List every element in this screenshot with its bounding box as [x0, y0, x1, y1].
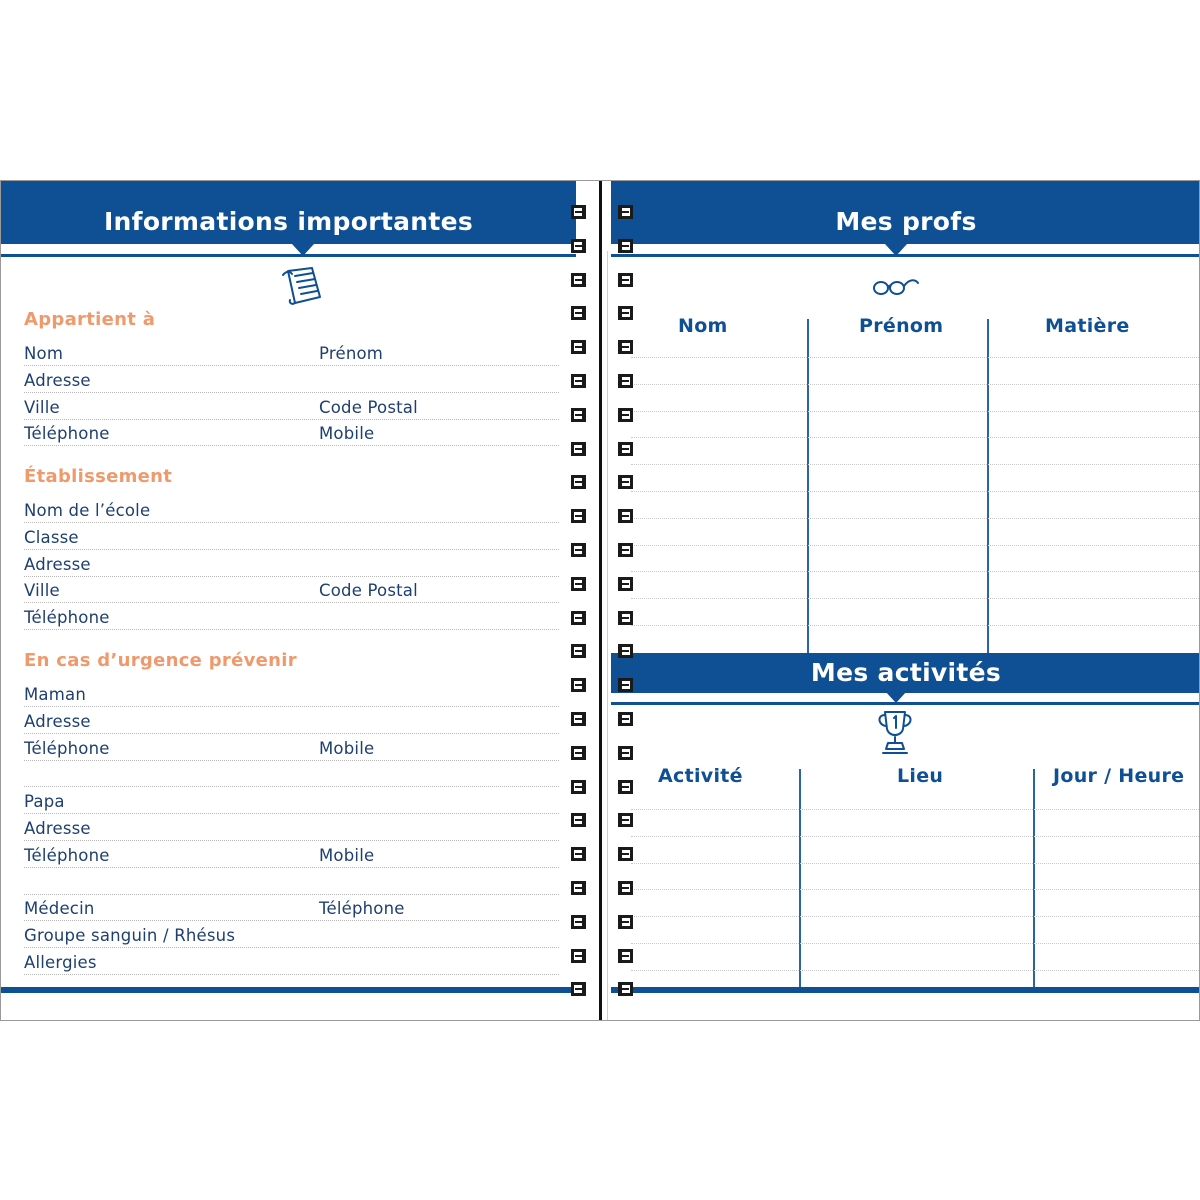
- field-row: [24, 712, 559, 734]
- spiral-ring: [571, 881, 633, 895]
- left-header-notch: [292, 244, 314, 256]
- field-label: Classe: [24, 528, 83, 547]
- activites-col-activite: Activité: [658, 765, 743, 787]
- write-line[interactable]: [24, 419, 559, 420]
- write-line[interactable]: [24, 445, 559, 446]
- field-row: [24, 371, 559, 393]
- ring-right-half: [618, 915, 633, 929]
- ring-left-half: [571, 847, 586, 861]
- activites-col-jour-heure: Jour / Heure: [1053, 765, 1185, 787]
- field-label: Ville: [24, 581, 64, 600]
- ring-right-half: [618, 577, 633, 591]
- field-row: [24, 685, 559, 707]
- profs-divider-1: [807, 319, 809, 653]
- field-row: [24, 555, 559, 577]
- spiral-ring: [571, 780, 633, 794]
- field-row: [24, 424, 559, 446]
- spiral-ring: [571, 813, 633, 827]
- ring-left-half: [571, 306, 586, 320]
- profs-title: Mes profs: [835, 207, 977, 236]
- field-label: Code Postal: [319, 581, 422, 600]
- left-header-band: [1, 181, 576, 244]
- profs-col-nom: Nom: [678, 315, 728, 337]
- activites-row-line[interactable]: [631, 863, 1200, 864]
- ring-right-half: [618, 273, 633, 287]
- right-page: [601, 181, 1200, 1020]
- activites-row-line[interactable]: [631, 943, 1200, 944]
- spiral-ring: [571, 577, 633, 591]
- notes-icon: [280, 265, 326, 307]
- activites-row-line[interactable]: [631, 889, 1200, 890]
- glasses-icon: [871, 275, 921, 299]
- profs-col-matiere: Matière: [1045, 315, 1130, 337]
- profs-header-band: [611, 181, 1200, 244]
- field-label: Adresse: [24, 555, 95, 574]
- write-line[interactable]: [24, 920, 559, 921]
- profs-row-line[interactable]: [631, 464, 1200, 465]
- blank-line: [24, 786, 559, 787]
- spiral-ring: [571, 982, 633, 996]
- profs-header-notch: [885, 244, 907, 256]
- ring-left-half: [571, 273, 586, 287]
- write-line[interactable]: [24, 974, 559, 975]
- write-line[interactable]: [24, 629, 559, 630]
- field-row: [24, 501, 559, 523]
- ring-left-half: [571, 611, 586, 625]
- spiral-ring: [571, 340, 633, 354]
- field-label: Groupe sanguin / Rhésus: [24, 926, 239, 945]
- write-line[interactable]: [24, 602, 559, 603]
- profs-col-prenom: Prénom: [859, 315, 944, 337]
- ring-right-half: [618, 239, 633, 253]
- field-label: Téléphone: [24, 846, 114, 865]
- profs-row-line[interactable]: [631, 598, 1200, 599]
- field-row: [24, 344, 559, 366]
- profs-row-line[interactable]: [631, 491, 1200, 492]
- trophy-icon: [875, 707, 915, 757]
- field-row: [24, 953, 559, 975]
- field-label: Allergies: [24, 953, 101, 972]
- ring-left-half: [571, 577, 586, 591]
- ring-left-half: [571, 442, 586, 456]
- activites-divider-2: [1033, 769, 1035, 991]
- ring-right-half: [618, 982, 633, 996]
- field-row: [24, 899, 559, 921]
- ring-right-half: [618, 340, 633, 354]
- left-header-rule: [1, 254, 576, 257]
- profs-row-line[interactable]: [631, 545, 1200, 546]
- spiral-ring: [571, 949, 633, 963]
- profs-row-line[interactable]: [631, 518, 1200, 519]
- profs-row-line[interactable]: [631, 625, 1200, 626]
- field-label: Maman: [24, 685, 90, 704]
- ring-right-half: [618, 475, 633, 489]
- spiral-ring: [571, 543, 633, 557]
- ring-right-half: [618, 949, 633, 963]
- write-line[interactable]: [24, 365, 559, 366]
- spiral-ring: [571, 678, 633, 692]
- spiral-ring: [571, 915, 633, 929]
- field-label: Mobile: [319, 424, 378, 443]
- write-line[interactable]: [24, 549, 559, 550]
- activites-row-line[interactable]: [631, 970, 1200, 971]
- field-label: Papa: [24, 792, 69, 811]
- ring-right-half: [618, 543, 633, 557]
- ring-left-half: [571, 239, 586, 253]
- spiral-ring: [571, 239, 633, 253]
- activites-divider-1: [799, 769, 801, 991]
- spiral-ring: [571, 205, 633, 219]
- field-label: Adresse: [24, 819, 95, 838]
- spiral-ring: [571, 712, 633, 726]
- field-row: [24, 581, 559, 603]
- ring-right-half: [618, 408, 633, 422]
- field-label: Téléphone: [319, 899, 409, 918]
- blank-row: [24, 765, 559, 787]
- field-row: [24, 398, 559, 420]
- activites-row-line[interactable]: [631, 916, 1200, 917]
- field-label: Adresse: [24, 371, 95, 390]
- section-title: Établissement: [24, 466, 173, 487]
- ring-right-half: [618, 712, 633, 726]
- ring-right-half: [618, 611, 633, 625]
- ring-left-half: [571, 340, 586, 354]
- field-label: Nom de l’école: [24, 501, 154, 520]
- ring-left-half: [571, 915, 586, 929]
- spiral-ring: [571, 509, 633, 523]
- spiral-ring: [571, 847, 633, 861]
- ring-right-half: [618, 813, 633, 827]
- activites-row-line[interactable]: [631, 836, 1200, 837]
- field-label: Prénom: [319, 344, 387, 363]
- field-label: Téléphone: [24, 608, 114, 627]
- field-label: Téléphone: [24, 424, 114, 443]
- ring-left-half: [571, 475, 586, 489]
- blank-line: [24, 894, 559, 895]
- spiral-ring: [571, 408, 633, 422]
- ring-right-half: [618, 306, 633, 320]
- ring-right-half: [618, 847, 633, 861]
- blank-row: [24, 873, 559, 895]
- ring-right-half: [618, 678, 633, 692]
- write-line[interactable]: [24, 733, 559, 734]
- activites-col-lieu: Lieu: [897, 765, 944, 787]
- activites-header-band: [611, 653, 1200, 693]
- profs-divider-2: [987, 319, 989, 653]
- profs-row-line[interactable]: [631, 411, 1200, 412]
- write-line[interactable]: [24, 760, 559, 761]
- field-label: Adresse: [24, 712, 95, 731]
- ring-left-half: [571, 644, 586, 658]
- ring-right-half: [618, 644, 633, 658]
- spiral-ring: [571, 306, 633, 320]
- spiral-ring: [571, 442, 633, 456]
- field-row: [24, 792, 559, 814]
- left-page: [1, 181, 601, 1020]
- field-label: Médecin: [24, 899, 99, 918]
- write-line[interactable]: [24, 522, 559, 523]
- ring-left-half: [571, 780, 586, 794]
- ring-right-half: [618, 881, 633, 895]
- ring-left-half: [571, 712, 586, 726]
- field-label: Code Postal: [319, 398, 422, 417]
- ring-right-half: [618, 509, 633, 523]
- spiral-ring: [571, 374, 633, 388]
- write-line[interactable]: [24, 867, 559, 868]
- field-label: Téléphone: [24, 739, 114, 758]
- ring-left-half: [571, 205, 586, 219]
- activites-title: Mes activités: [810, 658, 1002, 687]
- write-line[interactable]: [24, 706, 559, 707]
- activites-row-line[interactable]: [631, 809, 1200, 810]
- write-line[interactable]: [24, 840, 559, 841]
- ring-right-half: [618, 780, 633, 794]
- activites-header-notch: [885, 691, 907, 703]
- ring-left-half: [571, 949, 586, 963]
- field-row: [24, 846, 559, 868]
- write-line[interactable]: [24, 576, 559, 577]
- spiral-ring: [571, 611, 633, 625]
- write-line[interactable]: [24, 947, 559, 948]
- ring-right-half: [618, 205, 633, 219]
- write-line[interactable]: [24, 392, 559, 393]
- field-row: [24, 739, 559, 761]
- field-row: [24, 819, 559, 841]
- profs-row-line[interactable]: [631, 384, 1200, 385]
- field-row: [24, 528, 559, 550]
- ring-right-half: [618, 746, 633, 760]
- ring-left-half: [571, 374, 586, 388]
- ring-left-half: [571, 678, 586, 692]
- ring-left-half: [571, 813, 586, 827]
- ring-left-half: [571, 509, 586, 523]
- spiral-ring: [571, 273, 633, 287]
- notebook-spread: [0, 180, 1200, 1021]
- ring-left-half: [571, 408, 586, 422]
- spiral-ring: [571, 746, 633, 760]
- spine-gutter-line: [607, 251, 608, 1021]
- profs-row-line[interactable]: [631, 571, 1200, 572]
- field-label: Ville: [24, 398, 64, 417]
- ring-right-half: [618, 374, 633, 388]
- right-bottom-rule: [611, 987, 1200, 993]
- ring-right-half: [618, 442, 633, 456]
- section-title: En cas d’urgence prévenir: [24, 650, 297, 671]
- field-row: [24, 608, 559, 630]
- write-line[interactable]: [24, 813, 559, 814]
- profs-row-line[interactable]: [631, 357, 1200, 358]
- field-label: Mobile: [319, 846, 378, 865]
- field-label: Mobile: [319, 739, 378, 758]
- left-page-title: Informations importantes: [103, 207, 474, 236]
- left-bottom-rule: [1, 987, 576, 993]
- section-title: Appartient à: [24, 309, 156, 330]
- spiral-ring: [571, 644, 633, 658]
- ring-left-half: [571, 881, 586, 895]
- field-label: Nom: [24, 344, 67, 363]
- ring-left-half: [571, 982, 586, 996]
- profs-row-line[interactable]: [631, 437, 1200, 438]
- ring-left-half: [571, 746, 586, 760]
- ring-left-half: [571, 543, 586, 557]
- field-row: [24, 926, 559, 948]
- spiral-ring: [571, 475, 633, 489]
